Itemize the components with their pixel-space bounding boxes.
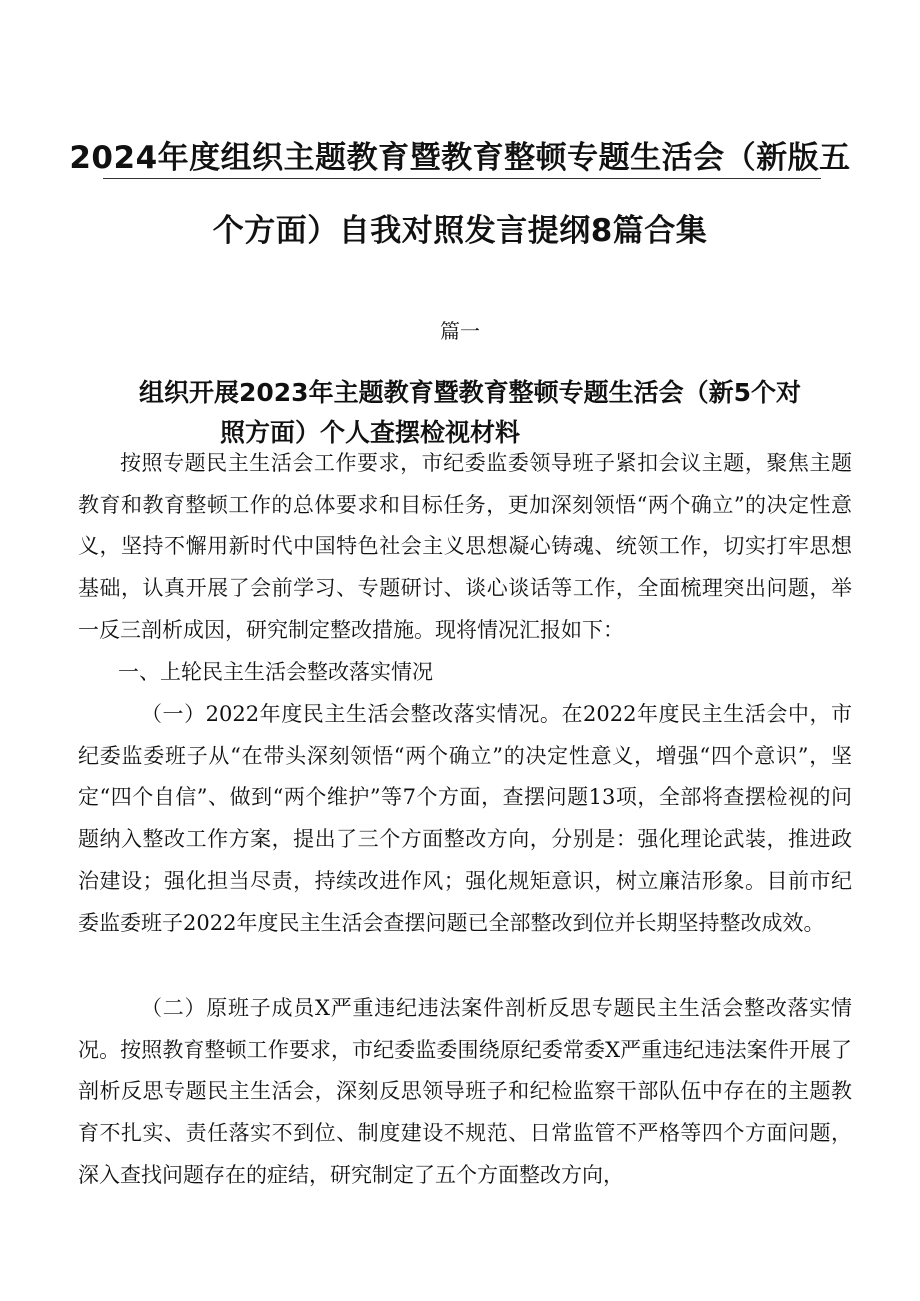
section-heading: 一、上轮民主生活会整改落实情况: [118, 660, 433, 684]
paragraph-item-2: （二）原班子成员X严重违纪违法案件剖析反思专题民主生活会整改落实情况。按照教育整顿工作要求，市纪委监委围绕原纪委常委X严重违纪违法案件开展了剖析反思专题民主生活会，深刻反思领导班子和纪检监察干部队伍中存在的主题教育不扎实、责任落实不到位、制度建设不规范、日常监管不严格等四个方面问题，深入查找问题存在的症结，研究制定了五个方面整改方向，: [78, 996, 852, 1187]
document-title-line-2: 个方面）自我对照发言提纲8篇合集: [212, 213, 708, 249]
section-title-line-2: 照方面）个人查摆检视材料: [220, 417, 521, 447]
section-title-line-1: 组织开展2023年主题教育暨教育整顿专题生活会（新5个对: [139, 377, 801, 407]
paragraph-intro: 按照专题民主生活会工作要求，市纪委监委领导班子紧扣会议主题，聚焦主题教育和教育整顿工作的总体要求和目标任务，更加深刻领悟“两个确立”的决定性意义，坚持不懈用新时代中国特色社会主义思想凝心铸魂、统领工作，切实打牢思想基础，认真开展了会前学习、专题研讨、谈心谈话等工作，全面梳理突出问题，举一反三剖析成因，研究制定整改措施。现将情况汇报如下：: [78, 451, 852, 642]
chapter-label: 篇一: [440, 319, 480, 343]
document-title-line-1: 2024年度组织主题教育暨教育整顿专题生活会（新版五: [69, 140, 851, 176]
paragraph-item-1: （一）2022年度民主生活会整改落实情况。在2022年度民主生活会中，市纪委监委班子从“在带头深刻领悟“两个确立”的决定性意义，增强“四个意识”，坚定“四个自信”、做到“两个维护”等7个方面，查摆问题13项，全部将查摆检视的问题纳入整改工作方案，提出了三个方面整改方向，分别是：强化理论武装，推进政治建设；强化担当尽责，持续改进作风；强化规矩意识，树立廉洁形象。目前市纪委监委班子2022年度民主生活会查摆问题已全部整改到位并长期坚持整改成效。: [78, 702, 852, 935]
title-underline: [103, 178, 821, 179]
